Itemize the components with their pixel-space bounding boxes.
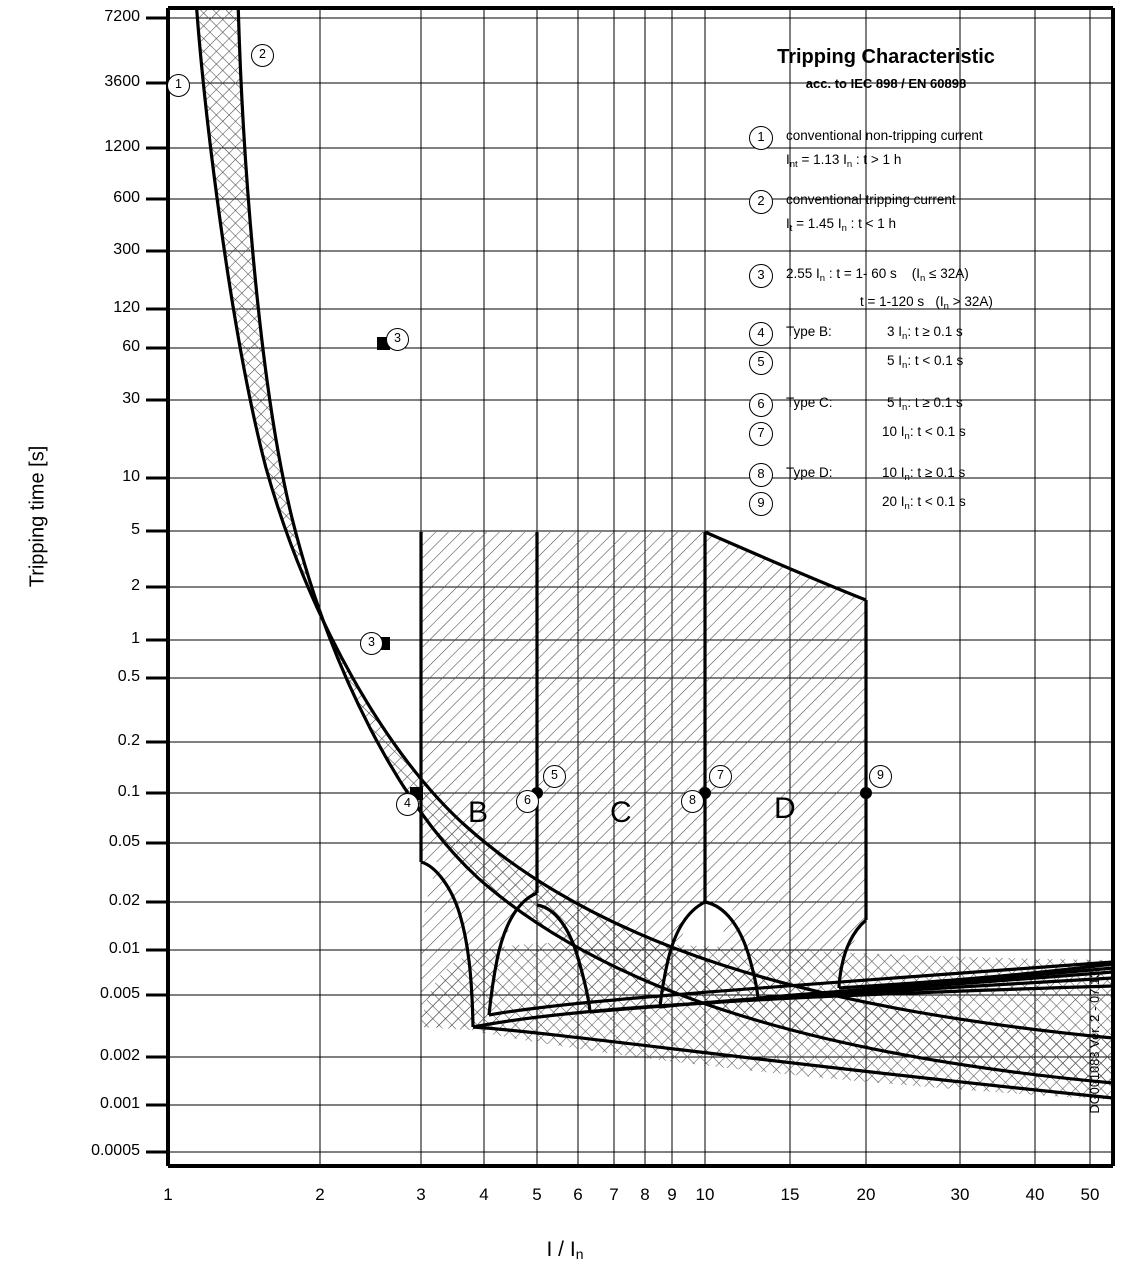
y-tick-label: 0.02: [108, 892, 140, 909]
legend-item-1-sub: nt: [789, 159, 798, 170]
legend-marker-1: 1: [749, 126, 773, 150]
zone-label-d: D: [774, 792, 796, 825]
legend-item-6-cond: : t ≥ 0.1 s: [907, 395, 963, 410]
legend-item-8-val: 10 I: [882, 465, 905, 480]
y-tick-label: 0.5: [117, 668, 140, 685]
plot-marker-9: 9: [869, 765, 892, 788]
legend-item-1-sub2: n: [846, 159, 853, 170]
legend-item-9-cond: : t < 0.1 s: [909, 494, 966, 509]
legend-item-6-sub: n: [902, 402, 908, 413]
legend-box: [712, 18, 1112, 512]
plot-marker-5: 5: [543, 765, 566, 788]
x-axis-title: [0, 1238, 1130, 1262]
legend-item-8-value: [882, 465, 965, 483]
legend-marker-8: 8: [749, 463, 773, 487]
legend-item-3-val: 2.55 I: [786, 266, 820, 281]
y-tick-label: 60: [122, 338, 140, 355]
legend-marker-7: 7: [749, 422, 773, 446]
legend-item-3-cond: : t = 1- 60 s (I: [825, 266, 920, 281]
zone-label-c: C: [610, 796, 632, 829]
legend-subtitle: acc. to IEC 898 / EN 60898: [805, 76, 967, 91]
legend-item-2-line2: [786, 216, 896, 234]
y-tick-label: 0.001: [99, 1095, 140, 1112]
legend-item-8-sub: n: [904, 472, 910, 483]
legend-item-3-line2: [860, 294, 993, 312]
plot-marker-6: 6: [516, 790, 539, 813]
legend-item-8-type: Type D:: [786, 465, 833, 480]
legend-item-1-symbol: I: [786, 152, 790, 167]
x-tick-label: 50: [1080, 1185, 1100, 1204]
legend-item-3-line1: [786, 266, 969, 284]
x-tick-label: 40: [1025, 1185, 1045, 1204]
legend-item-2-line1: conventional tripping current: [786, 192, 956, 207]
zone-label-b: B: [468, 796, 489, 829]
legend-item-2-sub2: n: [841, 223, 847, 234]
x-tick-label: 10: [695, 1185, 715, 1204]
x-tick-label: 4: [479, 1185, 489, 1204]
y-tick-label: 0.2: [117, 732, 140, 749]
y-tick-label: 600: [113, 189, 140, 206]
legend-item-7-sub: n: [904, 431, 910, 442]
document-code: DG001083 Ver. 2 - 07/13: [1088, 970, 1102, 1114]
legend-item-3-line2-sub: n: [943, 301, 949, 312]
legend-marker-6: 6: [749, 393, 773, 417]
legend-item-4-cond: : t ≥ 0.1 s: [907, 324, 963, 339]
x-tick-label: 1: [163, 1185, 173, 1204]
legend-item-3-sub: n: [819, 273, 826, 284]
legend-item-9-val: 20 I: [882, 494, 905, 509]
legend-item-3-sub-b: n: [920, 273, 926, 284]
legend-item-2-eq: = 1.45 I: [792, 216, 842, 231]
y-tick-label: 0.0005: [91, 1142, 140, 1159]
legend-marker-5: 5: [749, 351, 773, 375]
legend-item-5-value: [887, 353, 963, 371]
y-tick-label: 5: [131, 521, 140, 538]
legend-item-7-cond: : t < 0.1 s: [909, 424, 966, 439]
x-tick-label: 7: [609, 1185, 619, 1204]
legend-marker-3: 3: [749, 264, 773, 288]
legend-item-2-symbol: I: [786, 216, 790, 231]
y-tick-label: 30: [122, 390, 140, 407]
legend-item-4-value: [887, 324, 963, 342]
legend-item-7-value: [882, 424, 966, 442]
x-axis-title-main: I / I: [546, 1238, 576, 1261]
y-tick-label: 7200: [104, 8, 140, 25]
y-tick-label: 120: [113, 299, 140, 316]
legend-item-2-sub: t: [789, 223, 793, 234]
y-tick-label: 0.01: [108, 940, 140, 957]
plot-marker-7: 7: [709, 765, 732, 788]
legend-item-1-line2: [786, 152, 901, 170]
legend-item-6-val: 5 I: [887, 395, 903, 410]
legend-item-6-type: Type C:: [786, 395, 833, 410]
x-tick-label: 8: [640, 1185, 650, 1204]
x-tick-label: 6: [573, 1185, 583, 1204]
legend-marker-4: 4: [749, 322, 773, 346]
legend-item-4-type: Type B:: [786, 324, 832, 339]
legend-item-1-line1: conventional non-tripping current: [786, 128, 983, 143]
legend-item-3-tail: ≤ 32A): [925, 266, 969, 281]
y-tick-label: 0.05: [108, 833, 140, 850]
legend-item-4-val: 3 I: [887, 324, 903, 339]
legend-item-8-cond: : t ≥ 0.1 s: [909, 465, 966, 480]
x-tick-label: 5: [532, 1185, 542, 1204]
legend-item-1-cond: : t > 1 h: [852, 152, 902, 167]
plot-marker-3-upper: 3: [386, 328, 409, 351]
y-tick-label: 0.1: [117, 783, 140, 800]
y-tick-label: 1200: [104, 138, 140, 155]
legend-item-5-sub: n: [902, 360, 908, 371]
legend-item-5-val: 5 I: [887, 353, 903, 368]
legend-item-1-eq: = 1.13 I: [797, 152, 847, 167]
legend-item-4-sub: n: [902, 331, 908, 342]
x-tick-label: 20: [856, 1185, 876, 1204]
x-tick-label: 9: [667, 1185, 677, 1204]
y-axis-title: Tripping time [s]: [26, 445, 49, 588]
legend-item-9-sub: n: [904, 501, 910, 512]
plot-marker-1: 1: [167, 74, 190, 97]
legend-item-3-line2-tail: > 32A): [948, 294, 993, 309]
legend-item-6-value: [887, 395, 963, 413]
plot-marker-2: 2: [251, 44, 274, 67]
legend-marker-2: 2: [749, 190, 773, 214]
legend-item-3-line2-text: t = 1-120 s (I: [860, 294, 944, 309]
y-tick-label: 10: [122, 468, 140, 485]
legend-item-9-value: [882, 494, 966, 512]
y-tick-label: 300: [113, 241, 140, 258]
x-tick-label: 30: [950, 1185, 970, 1204]
legend-title: Tripping Characteristic: [777, 46, 995, 68]
legend-item-2-cond: : t < 1 h: [846, 216, 897, 231]
legend-item-5-cond: : t < 0.1 s: [907, 353, 964, 368]
legend-marker-9: 9: [749, 492, 773, 516]
y-tick-label: 0.002: [99, 1047, 140, 1064]
plot-marker-4: 4: [396, 793, 419, 816]
plot-marker-3-lower: 3: [360, 632, 383, 655]
legend-item-7-val: 10 I: [882, 424, 905, 439]
y-tick-label: 0.005: [99, 985, 140, 1002]
plot-marker-8: 8: [681, 790, 704, 813]
y-tick-label: 2: [131, 577, 140, 594]
x-tick-label: 15: [780, 1185, 800, 1204]
y-tick-label: 3600: [104, 73, 140, 90]
x-tick-label: 3: [416, 1185, 426, 1204]
y-tick-label: 1: [131, 630, 140, 647]
x-axis-title-sub: n: [575, 1246, 584, 1262]
x-tick-label: 2: [315, 1185, 325, 1204]
